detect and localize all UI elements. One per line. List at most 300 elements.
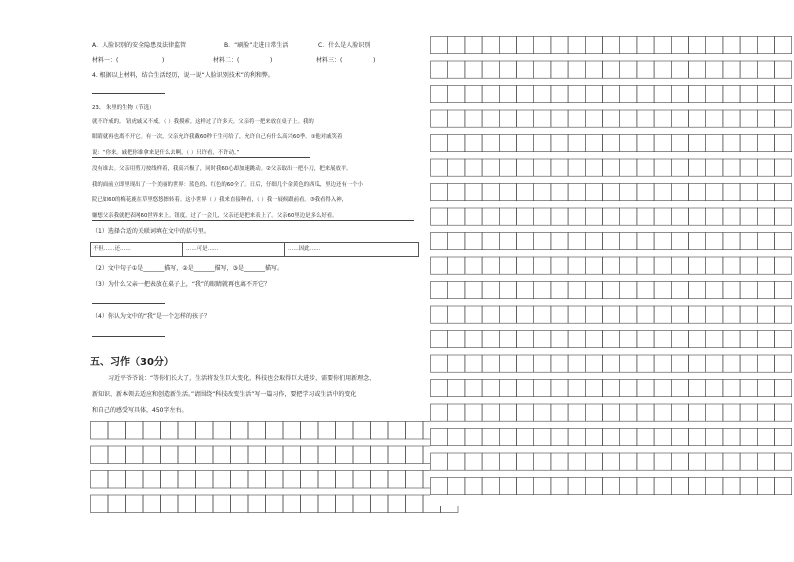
grid-cell [517, 37, 534, 54]
grid-cell [551, 233, 568, 250]
grid-cell [706, 429, 723, 446]
grid-cell [654, 159, 671, 176]
grid-cell [757, 86, 774, 103]
grid-cell [465, 208, 482, 225]
grid-cell [585, 306, 602, 323]
grid-cell [406, 422, 424, 440]
grid-cell [178, 471, 196, 489]
grid-cell [654, 257, 671, 274]
grid-cell [517, 86, 534, 103]
grid-cell [654, 355, 671, 372]
grid-cell [551, 355, 568, 372]
grid-cell [723, 208, 740, 225]
grid-cell [448, 355, 465, 372]
grid-cell [465, 37, 482, 54]
grid-cell [585, 86, 602, 103]
grid-cell [740, 37, 757, 54]
grid-cell [534, 159, 551, 176]
grid-cell [775, 355, 792, 372]
grid-cell [775, 331, 792, 348]
grid-cell [654, 306, 671, 323]
grid-cell [126, 446, 144, 464]
grid-cell [585, 478, 602, 495]
grid-cell [775, 61, 792, 78]
composition-grid-left[interactable] [90, 421, 462, 519]
grid-cell [775, 135, 792, 152]
grid-cell [499, 355, 516, 372]
grid-cell [568, 331, 585, 348]
grid-cell [620, 184, 637, 201]
grid-cell [482, 282, 499, 299]
grid-cell [757, 257, 774, 274]
material-one-label: 材料一：( [92, 57, 119, 64]
grid-cell [283, 446, 301, 464]
grid-cell [551, 429, 568, 446]
grid-cell [568, 208, 585, 225]
grid-cell [757, 429, 774, 446]
grid-cell [448, 306, 465, 323]
grid-cell [689, 159, 706, 176]
grid-cell [585, 257, 602, 274]
connector-option-1: 不但……还…… [93, 246, 131, 252]
grid-cell [482, 159, 499, 176]
grid-cell [775, 208, 792, 225]
grid-cell [689, 61, 706, 78]
grid-cell [482, 355, 499, 372]
grid-cell [757, 453, 774, 470]
grid-cell [757, 37, 774, 54]
grid-cell [482, 184, 499, 201]
grid-cell [637, 429, 654, 446]
grid-cell [448, 453, 465, 470]
grid-cell [465, 282, 482, 299]
grid-cell [706, 233, 723, 250]
grid-cell [534, 86, 551, 103]
grid-cell [671, 404, 688, 421]
grid-cell [465, 478, 482, 495]
grid-cell [637, 331, 654, 348]
grid-cell [757, 380, 774, 397]
grid-cell [431, 478, 448, 495]
grid-cell [91, 422, 109, 440]
grid-cell [231, 495, 249, 513]
grid-cell [740, 184, 757, 201]
grid-cell [551, 282, 568, 299]
grid-cell [603, 453, 620, 470]
grid-cell [637, 355, 654, 372]
grid-cell [620, 159, 637, 176]
grid-cell [465, 355, 482, 372]
grid-cell [723, 429, 740, 446]
sentence-underline-3 [92, 220, 414, 221]
grid-cell [585, 208, 602, 225]
grid-cell [126, 471, 144, 489]
grid-cell [723, 282, 740, 299]
passage-line-2: 眼睛就再也离不开它。有一次，父亲允许我戴60秒千生可给了，允许自己有什么高兴60季。①他对戚笑着 [92, 134, 343, 140]
grid-cell [757, 208, 774, 225]
grid-cell [689, 355, 706, 372]
grid-cell [534, 135, 551, 152]
grid-cell [757, 282, 774, 299]
grid-cell [568, 282, 585, 299]
grid-cell [482, 61, 499, 78]
grid-cell [448, 282, 465, 299]
grid-cell [620, 478, 637, 495]
grid-cell [126, 422, 144, 440]
grid-cell [336, 471, 354, 489]
grid-cell [671, 233, 688, 250]
grid-cell [637, 380, 654, 397]
grid-cell [499, 184, 516, 201]
grid-cell [499, 282, 516, 299]
grid-cell [671, 37, 688, 54]
grid-cell [706, 453, 723, 470]
grid-cell [757, 135, 774, 152]
composition-grid-right[interactable] [430, 36, 794, 506]
grid-cell [353, 495, 371, 513]
grid-cell [637, 453, 654, 470]
grid-cell [689, 110, 706, 127]
grid-cell [689, 233, 706, 250]
grid-cell [620, 233, 637, 250]
grid-cell [740, 86, 757, 103]
grid-cell [108, 446, 126, 464]
grid-cell [740, 380, 757, 397]
grid-cell [534, 233, 551, 250]
grid-cell [706, 478, 723, 495]
grid-cell [740, 233, 757, 250]
grid-cell [723, 110, 740, 127]
grid-cell [499, 380, 516, 397]
grid-cell [568, 380, 585, 397]
grid-cell [603, 478, 620, 495]
grid-cell [336, 422, 354, 440]
grid-cell [637, 110, 654, 127]
grid-cell [551, 257, 568, 274]
grid-cell [371, 495, 389, 513]
option-b: B．“刷脸”走进日常生活 [224, 42, 289, 49]
grid-cell [654, 61, 671, 78]
grid-cell [499, 404, 516, 421]
grid-cell [603, 355, 620, 372]
grid-cell [534, 306, 551, 323]
grid-cell [620, 331, 637, 348]
grid-cell [482, 380, 499, 397]
grid-cell [108, 422, 126, 440]
grid-cell [723, 355, 740, 372]
grid-cell [371, 422, 389, 440]
grid-cell [318, 471, 336, 489]
grid-cell [91, 495, 109, 513]
grid-cell [775, 306, 792, 323]
grid-cell [603, 37, 620, 54]
grid-cell [517, 306, 534, 323]
grid-cell [585, 380, 602, 397]
grid-cell [757, 184, 774, 201]
grid-cell [757, 159, 774, 176]
grid-cell [689, 306, 706, 323]
grid-cell [775, 478, 792, 495]
grid-cell [603, 61, 620, 78]
grid-cell [482, 233, 499, 250]
grid-cell [482, 331, 499, 348]
grid-cell [448, 61, 465, 78]
grid-cell [517, 208, 534, 225]
grid-cell [603, 159, 620, 176]
grid-cell [568, 404, 585, 421]
grid-cell [517, 380, 534, 397]
grid-cell [620, 135, 637, 152]
grid-cell [266, 446, 284, 464]
grid-cell [706, 404, 723, 421]
grid-cell [465, 429, 482, 446]
grid-cell [775, 37, 792, 54]
grid-cell [143, 446, 161, 464]
grid-cell [723, 306, 740, 323]
grid-cell [689, 282, 706, 299]
grid-cell [499, 257, 516, 274]
grid-cell [551, 159, 568, 176]
grid-cell [517, 110, 534, 127]
grid-cell [213, 446, 231, 464]
grid-cell [465, 86, 482, 103]
grid-cell [689, 331, 706, 348]
grid-cell [499, 306, 516, 323]
grid-cell [353, 422, 371, 440]
grid-cell [585, 355, 602, 372]
grid-cell [603, 380, 620, 397]
question-4: 4. 根据以上材料，结合生活经历，说一说“人脸识别技术”的利和弊。 [92, 72, 274, 79]
grid-cell [431, 159, 448, 176]
section-5-title: 五、习作（30分） [90, 357, 174, 368]
grid-cell [465, 135, 482, 152]
grid-cell [431, 110, 448, 127]
grid-cell [723, 86, 740, 103]
grid-cell [740, 453, 757, 470]
grid-cell [654, 453, 671, 470]
essay-prompt-line-1: 习近平爷爷说：“等你们长大了，生活将发生巨大变化，科技也会取得巨大进步，需要你们用新理念、 [108, 375, 376, 382]
grid-cell [431, 380, 448, 397]
grid-cell [283, 495, 301, 513]
grid-cell [723, 233, 740, 250]
grid-cell [517, 159, 534, 176]
grid-cell [161, 495, 179, 513]
grid-cell [603, 208, 620, 225]
grid-cell [448, 184, 465, 201]
grid-cell [534, 429, 551, 446]
grid-cell [301, 422, 319, 440]
grid-cell [431, 86, 448, 103]
grid-cell [637, 86, 654, 103]
grid-cell [431, 282, 448, 299]
grid-cell [499, 429, 516, 446]
grid-cell [740, 208, 757, 225]
grid-cell [465, 331, 482, 348]
grid-cell [706, 208, 723, 225]
grid-cell [585, 61, 602, 78]
grid-cell [517, 135, 534, 152]
grid-cell [143, 471, 161, 489]
grid-cell [465, 61, 482, 78]
grid-cell [431, 184, 448, 201]
grid-cell [161, 471, 179, 489]
grid-cell [740, 404, 757, 421]
grid-cell [585, 233, 602, 250]
grid-cell [448, 380, 465, 397]
grid-cell [353, 471, 371, 489]
grid-cell [723, 478, 740, 495]
grid-cell [465, 159, 482, 176]
grid-cell [706, 306, 723, 323]
grid-cell [585, 135, 602, 152]
grid-cell [603, 306, 620, 323]
grid-cell [248, 471, 266, 489]
grid-cell [637, 306, 654, 323]
grid-cell [499, 135, 516, 152]
grid-cell [740, 110, 757, 127]
grid-cell [448, 404, 465, 421]
grid-cell [585, 404, 602, 421]
grid-cell [283, 422, 301, 440]
grid-cell [585, 110, 602, 127]
material-one-close: ) [162, 57, 165, 64]
grid-cell [637, 257, 654, 274]
grid-cell [723, 380, 740, 397]
grid-cell [706, 135, 723, 152]
grid-cell [757, 306, 774, 323]
grid-cell [482, 135, 499, 152]
grid-cell [551, 453, 568, 470]
grid-cell [517, 429, 534, 446]
grid-cell [196, 446, 214, 464]
grid-cell [499, 86, 516, 103]
grid-cell [551, 184, 568, 201]
grid-cell [448, 159, 465, 176]
grid-cell [654, 184, 671, 201]
material-three-label: 材料三：( [316, 57, 343, 64]
question-23-title: 23、 朱里的生物（节选） [92, 105, 155, 111]
grid-cell [706, 355, 723, 372]
grid-cell [568, 61, 585, 78]
grid-cell [388, 422, 406, 440]
grid-cell [143, 495, 161, 513]
grid-cell [143, 422, 161, 440]
grid-cell [689, 404, 706, 421]
grid-cell [517, 282, 534, 299]
grid-cell [620, 86, 637, 103]
grid-cell [499, 61, 516, 78]
grid-cell [406, 471, 424, 489]
grid-cell [336, 446, 354, 464]
grid-cell [637, 404, 654, 421]
grid-cell [740, 429, 757, 446]
grid-cell [551, 37, 568, 54]
sub-question-1: （1）选择合适的关联词填在文中的括号里。 [92, 228, 210, 235]
grid-cell [499, 208, 516, 225]
grid-cell [465, 306, 482, 323]
grid-cell [517, 355, 534, 372]
grid-cell [482, 429, 499, 446]
grid-cell [551, 404, 568, 421]
grid-cell [654, 282, 671, 299]
grid-cell [654, 404, 671, 421]
grid-cell [126, 495, 144, 513]
grid-cell [431, 37, 448, 54]
grid-cell [568, 135, 585, 152]
grid-cell [620, 61, 637, 78]
grid-cell [371, 471, 389, 489]
grid-cell [620, 355, 637, 372]
grid-cell [637, 184, 654, 201]
grid-cell [283, 471, 301, 489]
grid-cell [603, 233, 620, 250]
grid-cell [654, 86, 671, 103]
connector-option-3: ……因此…… [288, 246, 321, 252]
grid-cell [534, 478, 551, 495]
grid-cell [231, 446, 249, 464]
grid-cell [654, 380, 671, 397]
passage-line-5: 我的面前立即里现出了一个美丽的世界：蓝色的、红色的60全了。日后，仔细几个金黄色的西瓜，里边还有一个小 [92, 182, 364, 188]
grid-cell [757, 331, 774, 348]
grid-cell [371, 446, 389, 464]
grid-cell [706, 282, 723, 299]
grid-cell [740, 61, 757, 78]
grid-cell [431, 331, 448, 348]
grid-cell [568, 184, 585, 201]
grid-cell [388, 495, 406, 513]
grid-cell [671, 380, 688, 397]
grid-cell [465, 404, 482, 421]
grid-cell [620, 306, 637, 323]
grid-cell [448, 233, 465, 250]
grid-cell [517, 478, 534, 495]
grid-cell [775, 86, 792, 103]
grid-cell [465, 257, 482, 274]
grid-cell [499, 478, 516, 495]
grid-cell [585, 159, 602, 176]
grid-cell [654, 37, 671, 54]
grid-cell [689, 453, 706, 470]
grid-cell [448, 135, 465, 152]
grid-cell [637, 208, 654, 225]
grid-cell [248, 422, 266, 440]
grid-cell [654, 331, 671, 348]
grid-cell [318, 446, 336, 464]
grid-cell [431, 429, 448, 446]
grid-cell [196, 495, 214, 513]
connector-options-table [90, 242, 419, 257]
grid-cell [108, 471, 126, 489]
grid-cell [654, 233, 671, 250]
grid-cell [499, 37, 516, 54]
grid-cell [775, 184, 792, 201]
grid-cell [517, 61, 534, 78]
grid-cell [465, 110, 482, 127]
grid-cell [231, 422, 249, 440]
grid-cell [568, 478, 585, 495]
grid-cell [775, 257, 792, 274]
grid-cell [448, 478, 465, 495]
grid-cell [671, 331, 688, 348]
grid-cell [178, 422, 196, 440]
grid-cell [603, 86, 620, 103]
grid-cell [723, 135, 740, 152]
grid-cell [161, 422, 179, 440]
grid-cell [568, 429, 585, 446]
grid-cell [689, 208, 706, 225]
grid-cell [603, 331, 620, 348]
grid-cell [603, 135, 620, 152]
